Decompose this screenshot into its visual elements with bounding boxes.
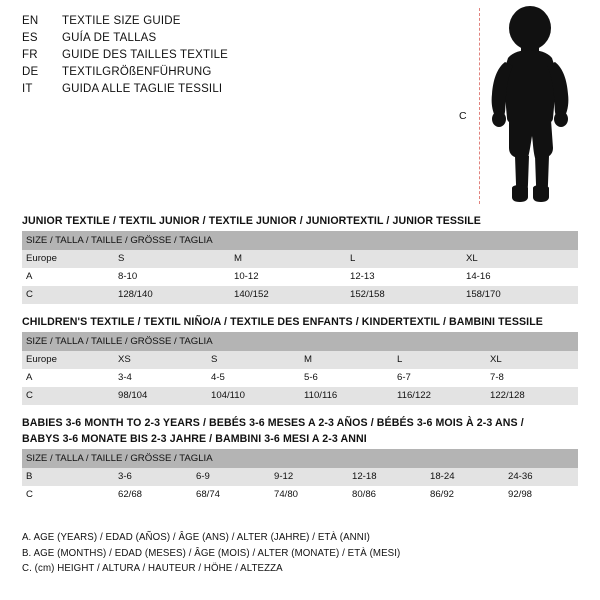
cell: 7-8 [486,369,578,387]
cell: 9-12 [270,468,348,486]
cell: 12-18 [348,468,426,486]
header-lang-code: DE [22,66,39,78]
cell: 92/98 [504,486,578,504]
table-row [22,486,578,504]
header-title-text: GUIDE DES TAILLES TEXTILE [62,49,229,61]
cell: 5-6 [300,369,393,387]
table-children [22,332,578,405]
header-row [22,31,422,46]
cell: 8-10 [114,268,230,286]
cell: 10-12 [230,268,346,286]
cell: XL [486,351,578,369]
cell: XL [462,250,578,268]
row-label: A [22,268,114,286]
cell: 24-36 [504,468,578,486]
cell: 74/80 [270,486,348,504]
cell: 68/74 [192,486,270,504]
section-title-junior: JUNIOR TEXTILE / TEXTIL JUNIOR / TEXTILE JUNIOR / JUNIORTEXTIL / JUNIOR TESSILE [22,215,481,227]
cell: 116/122 [393,387,486,405]
footnote-a: A. AGE (YEARS) / EDAD (AÑOS) / ÂGE (ANS) / ALTER (JAHRE) / ETÀ (ANNI) [22,532,370,543]
cell: S [114,250,230,268]
cell: 128/140 [114,286,230,304]
header-title-text: GUÍA DE TALLAS [62,32,157,44]
cell: 122/128 [486,387,578,405]
header-lang-code: FR [22,49,38,61]
table-row [22,369,578,387]
row-label: C [22,486,114,504]
cell: XS [114,351,207,369]
section-junior [22,215,578,304]
cell: L [393,351,486,369]
cell: 6-9 [192,468,270,486]
section-title-babies: BABIES 3-6 MONTH TO 2-3 YEARS / BEBÉS 3-6 MESES A 2-3 AÑOS / BÉBÉS 3-6 MOIS À 2-3 ANS / [22,417,524,429]
footnote-c: C. (cm) HEIGHT / ALTURA / HAUTEUR / HÖHE / ALTEZZA [22,563,283,574]
cell: 6-7 [393,369,486,387]
table-row [22,387,578,405]
table-header-band [22,231,578,250]
table-header-band [22,449,578,468]
table-row [22,286,578,304]
cell: M [300,351,393,369]
row-label: Europe [22,250,114,268]
row-label: B [22,468,114,486]
cell: 14-16 [462,268,578,286]
section-title-children: CHILDREN'S TEXTILE / TEXTIL NIÑO/A / TEXTILE DES ENFANTS / KINDERTEXTIL / BAMBINI TESSILE [22,316,543,328]
header-lang-code: IT [22,83,33,95]
band-label: SIZE / TALLA / TAILLE / GRÖSSE / TAGLIA [22,449,578,468]
header-lang-code: EN [22,15,39,27]
row-label: Europe [22,351,114,369]
cell: S [207,351,300,369]
table-row [22,351,578,369]
header-title-text: GUIDA ALLE TAGLIE TESSILI [62,83,223,95]
table-row [22,468,578,486]
table-junior [22,231,578,304]
header-row [22,65,422,80]
cell: 18-24 [426,468,504,486]
header [22,14,422,99]
section-title-babies-line2: BABYS 3-6 MONATE BIS 2-3 JAHRE / BAMBINI 3-6 MESI A 2-3 ANNI [22,433,367,445]
header-row [22,82,422,97]
cell: 98/104 [114,387,207,405]
header-title-text: TEXTILE SIZE GUIDE [62,15,181,27]
figure-measure-label: C [459,110,467,122]
cell: 3-6 [114,468,192,486]
table-row [22,268,578,286]
footnotes [22,530,582,577]
height-guide-line [479,8,480,204]
cell: 4-5 [207,369,300,387]
cell: 12-13 [346,268,462,286]
cell: L [346,250,462,268]
cell: 140/152 [230,286,346,304]
toddler-silhouette-icon [483,6,583,206]
toddler-figure [455,6,585,206]
cell: 104/110 [207,387,300,405]
cell: 62/68 [114,486,192,504]
cell: 158/170 [462,286,578,304]
header-lang-code: ES [22,32,38,44]
header-row [22,14,422,29]
row-label: A [22,369,114,387]
row-label: C [22,286,114,304]
band-label: SIZE / TALLA / TAILLE / GRÖSSE / TAGLIA [22,332,578,351]
band-label: SIZE / TALLA / TAILLE / GRÖSSE / TAGLIA [22,231,578,250]
cell: 3-4 [114,369,207,387]
row-label: C [22,387,114,405]
cell: M [230,250,346,268]
cell: 80/86 [348,486,426,504]
section-children [22,316,578,405]
cell: 86/92 [426,486,504,504]
header-title-text: TEXTILGRÖßENFÜHRUNG [62,66,212,78]
table-babies [22,449,578,504]
header-row [22,48,422,63]
table-row [22,250,578,268]
section-babies [22,417,578,504]
cell: 110/116 [300,387,393,405]
cell: 152/158 [346,286,462,304]
table-header-band [22,332,578,351]
footnote-b: B. AGE (MONTHS) / EDAD (MESES) / ÂGE (MOIS) / ALTER (MONATE) / ETÀ (MESI) [22,547,401,559]
